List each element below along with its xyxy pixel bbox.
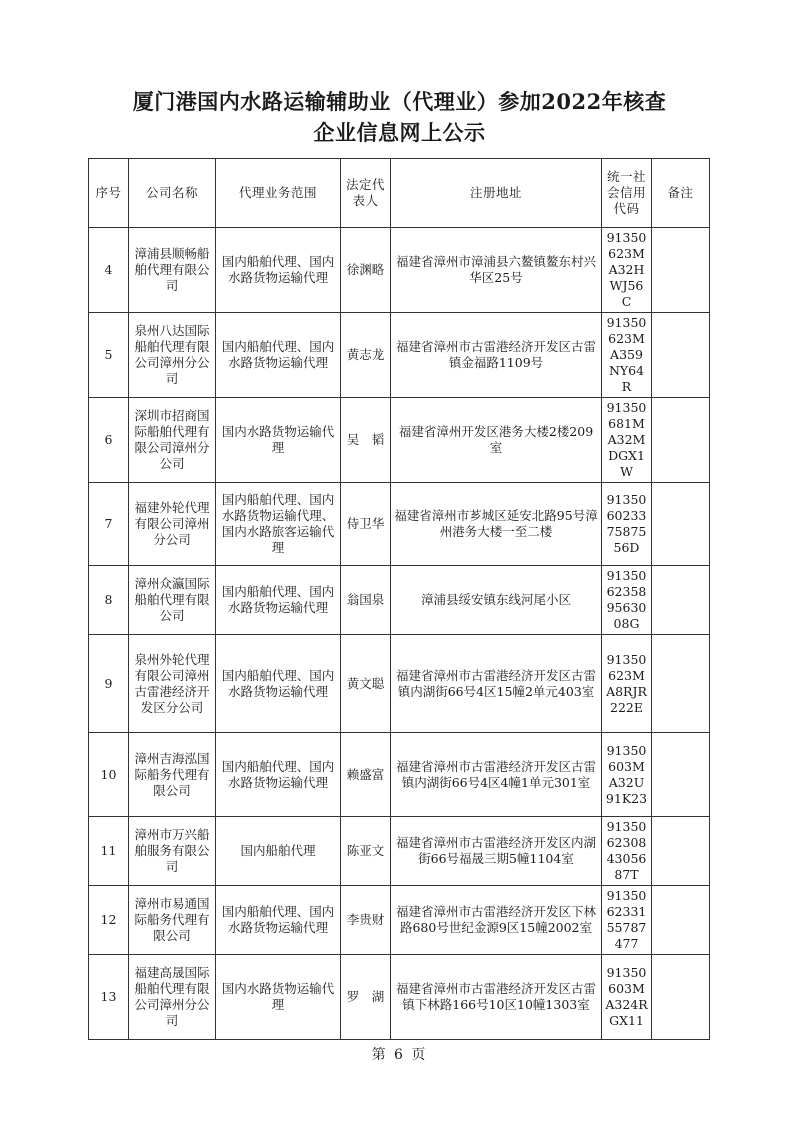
cell-scope: 国内船舶代理、国内水路货物运输代理 [216, 886, 341, 955]
cell-code: 91350623MA359NY64R [602, 313, 652, 398]
table-row [89, 955, 710, 1040]
cell-seq: 10 [89, 733, 129, 817]
cell-address: 福建省漳州市芗城区延安北路95号漳州港务大楼一至二楼 [391, 483, 602, 566]
cell-rep: 黄志龙 [341, 313, 391, 398]
cell-note [652, 228, 710, 313]
cell-seq: 11 [89, 817, 129, 886]
cell-company: 深圳市招商国际船舶代理有限公司漳州分公司 [129, 398, 216, 483]
title-line-1: 厦门港国内水路运输辅助业（代理业）参加2022年核查 [132, 89, 667, 114]
cell-company: 福建外轮代理有限公司漳州分公司 [129, 483, 216, 566]
cell-company: 泉州八达国际船舶代理有限公司漳州分公司 [129, 313, 216, 398]
cell-rep: 侍卫华 [341, 483, 391, 566]
table-header-row [89, 159, 710, 228]
cell-note [652, 398, 710, 483]
cell-scope: 国内船舶代理、国内水路货物运输代理 [216, 635, 341, 733]
cell-code: 91350603MA32U91K23 [602, 733, 652, 817]
table-row [89, 635, 710, 733]
cell-code: 913506233155787477 [602, 886, 652, 955]
cell-rep: 陈亚文 [341, 817, 391, 886]
table-row [89, 483, 710, 566]
cell-seq: 13 [89, 955, 129, 1040]
cell-note [652, 733, 710, 817]
cell-address: 福建省漳州市古雷港经济开发区下林路680号世纪金源9区15幢2002室 [391, 886, 602, 955]
cell-seq: 12 [89, 886, 129, 955]
cell-company: 福建高晟国际船舶代理有限公司漳州分公司 [129, 955, 216, 1040]
company-table [88, 158, 710, 1040]
table-row [89, 313, 710, 398]
document-title [0, 86, 799, 148]
cell-seq: 9 [89, 635, 129, 733]
cell-scope: 国内船舶代理 [216, 817, 341, 886]
table-row [89, 886, 710, 955]
cell-address: 福建省漳州市古雷港经济开发区古雷镇金福路1109号 [391, 313, 602, 398]
cell-company: 漳州众瀛国际船舶代理有限公司 [129, 566, 216, 635]
cell-company: 漳州市易通国际船务代理有限公司 [129, 886, 216, 955]
cell-address: 福建省漳州市古雷港经济开发区古雷镇下林路166号10区10幢1303室 [391, 955, 602, 1040]
cell-code: 91350623084305687T [602, 817, 652, 886]
cell-address: 福建省漳州市古雷港经济开发区古雷镇内湖街66号4区15幢2单元403室 [391, 635, 602, 733]
table-row [89, 398, 710, 483]
cell-code: 91350681MA32MDGX1W [602, 398, 652, 483]
cell-note [652, 955, 710, 1040]
cell-seq: 6 [89, 398, 129, 483]
table-row [89, 817, 710, 886]
cell-note [652, 313, 710, 398]
cell-code: 91350602337587556D [602, 483, 652, 566]
cell-code: 91350623MA8RJR222E [602, 635, 652, 733]
cell-scope: 国内水路货物运输代理 [216, 955, 341, 1040]
cell-address: 福建省漳州市古雷港经济开发区内湖街66号福晟三期5幢1104室 [391, 817, 602, 886]
cell-seq: 7 [89, 483, 129, 566]
header-seq: 序号 [89, 159, 129, 228]
cell-address: 福建省漳州开发区港务大楼2楼209室 [391, 398, 602, 483]
header-note: 备注 [652, 159, 710, 228]
title-line-2: 企业信息网上公示 [313, 120, 486, 145]
page-number: 第 6 页 [371, 1047, 428, 1063]
cell-company: 漳州市万兴船舶服务有限公司 [129, 817, 216, 886]
cell-seq: 5 [89, 313, 129, 398]
header-address: 注册地址 [391, 159, 602, 228]
cell-note [652, 483, 710, 566]
cell-company: 漳浦县顺畅船舶代理有限公司 [129, 228, 216, 313]
cell-scope: 国内船舶代理、国内水路货物运输代理、国内水路旅客运输代理 [216, 483, 341, 566]
cell-address: 漳浦县绥安镇东线河尾小区 [391, 566, 602, 635]
cell-company: 漳州吉海泓国际船务代理有限公司 [129, 733, 216, 817]
cell-seq: 8 [89, 566, 129, 635]
cell-rep: 黄文聪 [341, 635, 391, 733]
cell-code: 91350623589563008G [602, 566, 652, 635]
cell-scope: 国内船舶代理、国内水路货物运输代理 [216, 733, 341, 817]
header-code: 统一社会信用代码 [602, 159, 652, 228]
table-row [89, 566, 710, 635]
cell-scope: 国内船舶代理、国内水路货物运输代理 [216, 313, 341, 398]
cell-scope: 国内船舶代理、国内水路货物运输代理 [216, 228, 341, 313]
cell-note [652, 635, 710, 733]
cell-note [652, 566, 710, 635]
cell-scope: 国内船舶代理、国内水路货物运输代理 [216, 566, 341, 635]
cell-address: 福建省漳州市漳浦县六鳌镇鳌东村兴华区25号 [391, 228, 602, 313]
cell-rep: 翁国泉 [341, 566, 391, 635]
cell-rep: 罗 湖 [341, 955, 391, 1040]
cell-note [652, 817, 710, 886]
cell-address: 福建省漳州市古雷港经济开发区古雷镇内湖街66号4区4幢1单元301室 [391, 733, 602, 817]
cell-note [652, 886, 710, 955]
header-company: 公司名称 [129, 159, 216, 228]
cell-company: 泉州外轮代理有限公司漳州古雷港经济开发区分公司 [129, 635, 216, 733]
table-row [89, 733, 710, 817]
cell-rep: 徐渊略 [341, 228, 391, 313]
cell-seq: 4 [89, 228, 129, 313]
cell-rep: 赖盛富 [341, 733, 391, 817]
cell-code: 91350623MA32HWJ56C [602, 228, 652, 313]
table-row [89, 228, 710, 313]
cell-rep: 李贵财 [341, 886, 391, 955]
cell-rep: 吴 韬 [341, 398, 391, 483]
header-scope: 代理业务范围 [216, 159, 341, 228]
header-rep: 法定代表人 [341, 159, 391, 228]
cell-code: 91350603MA324RGX11 [602, 955, 652, 1040]
cell-scope: 国内水路货物运输代理 [216, 398, 341, 483]
